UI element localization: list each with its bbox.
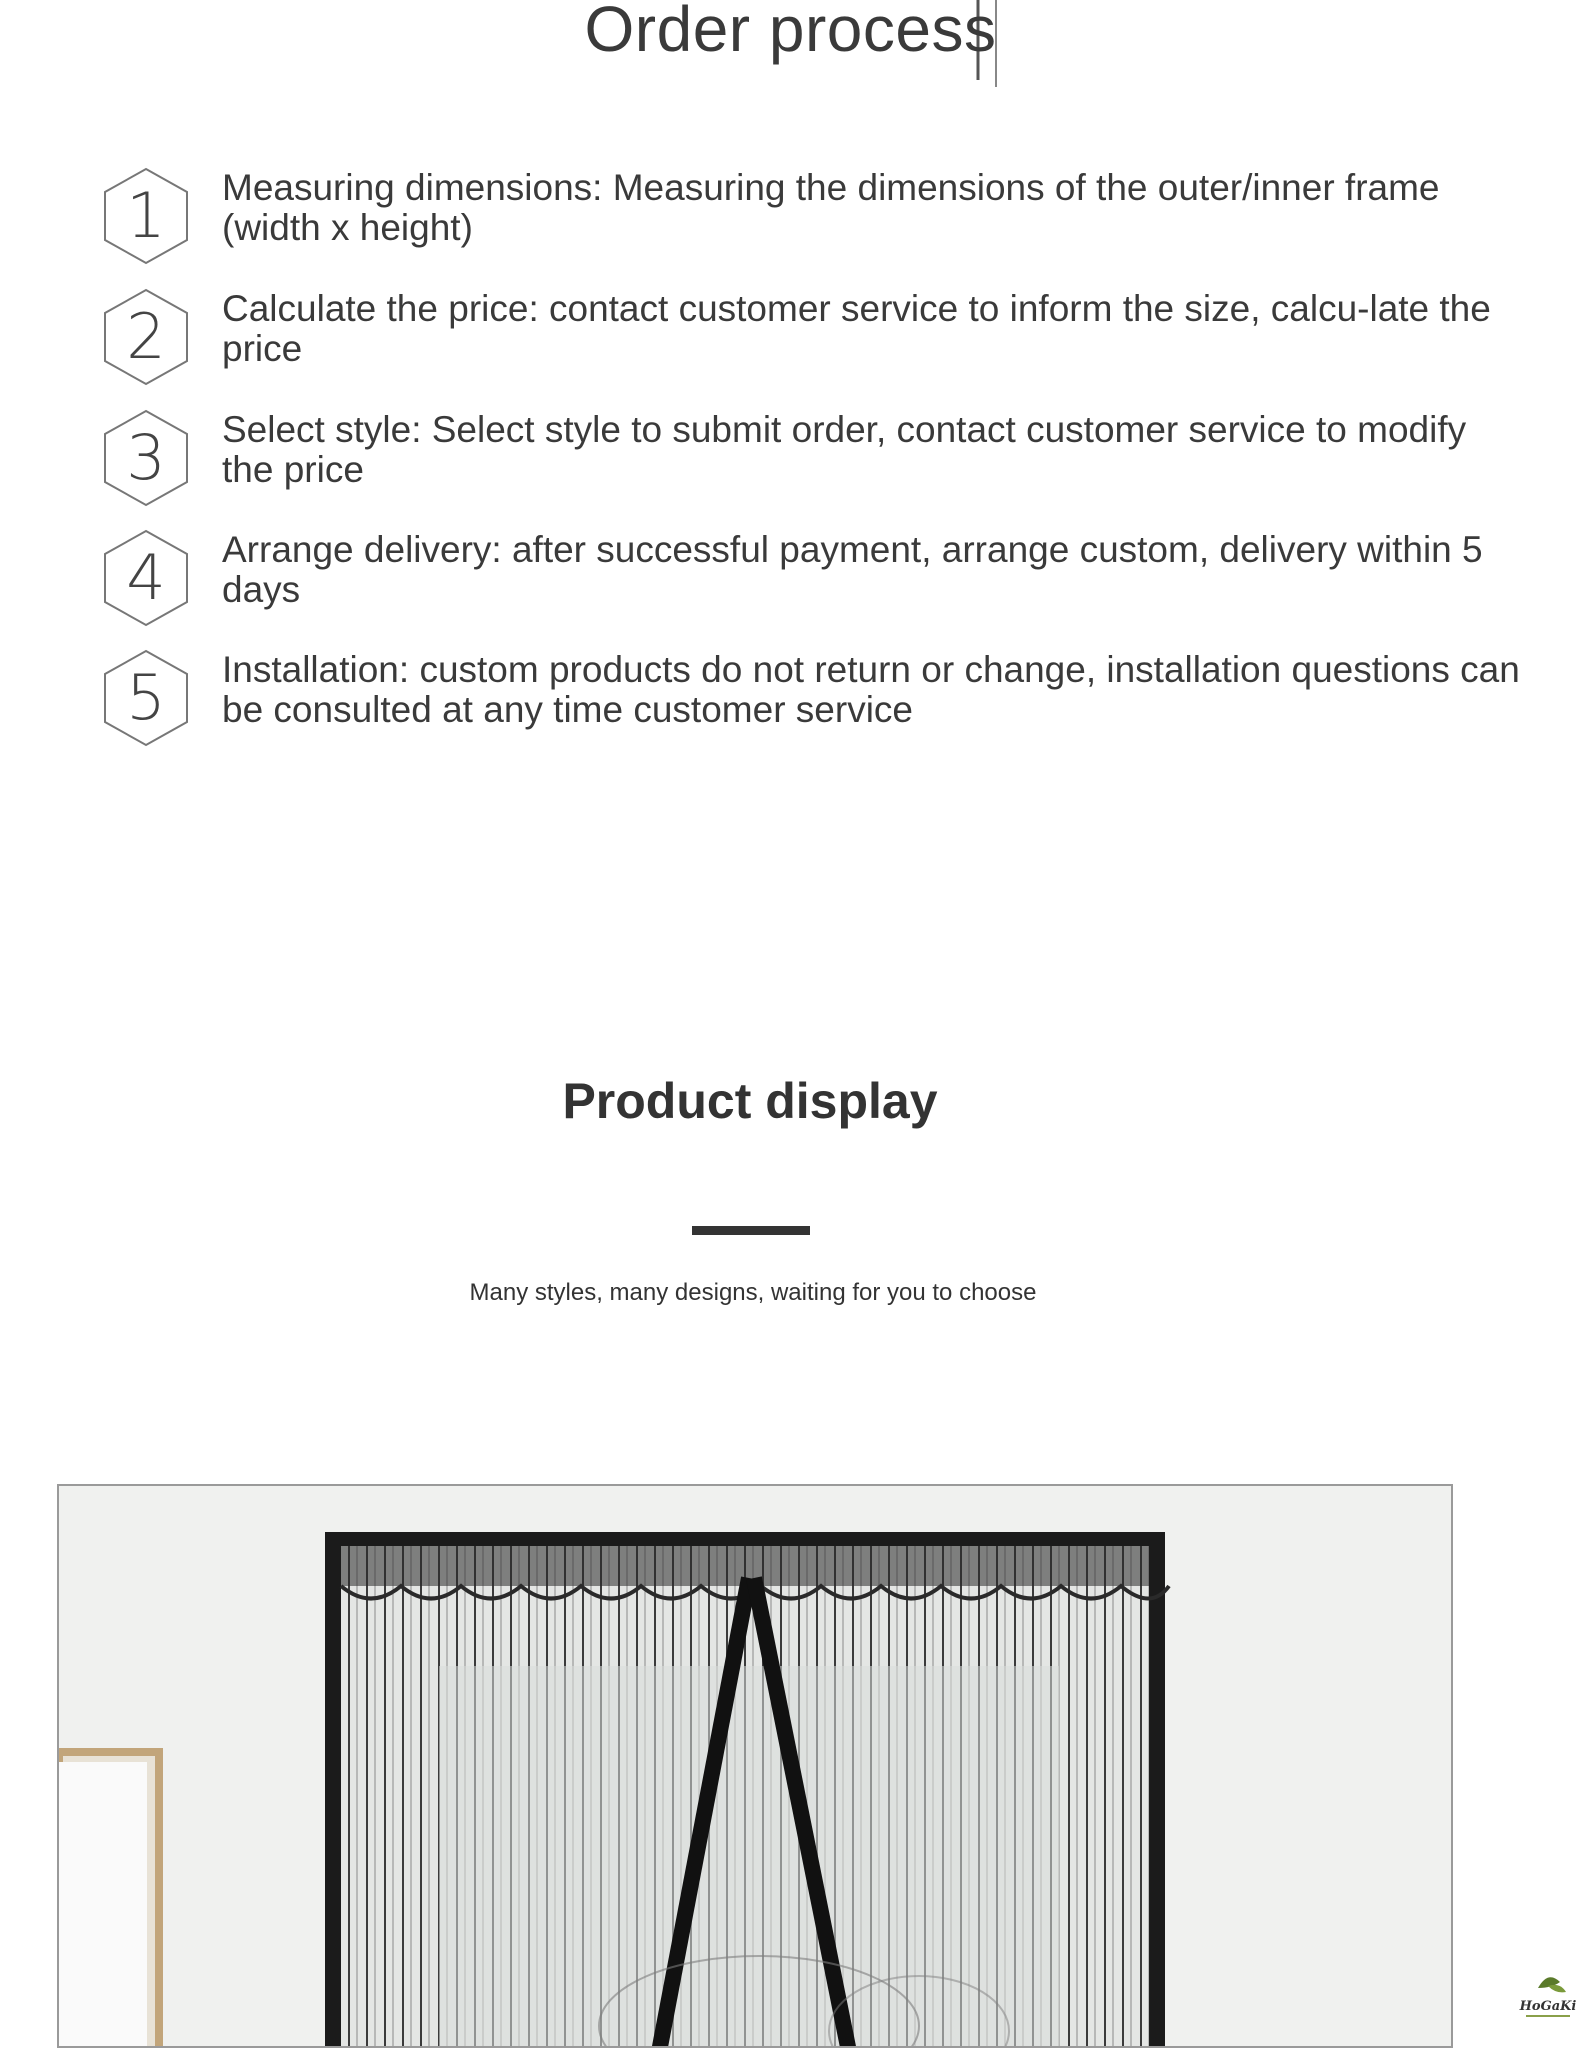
- hexagon-number-icon: [100, 166, 192, 266]
- step-text: Measuring dimensions: Measuring the dimensions of the outer/inner frame (width x height): [222, 167, 1440, 248]
- step-text: Arrange delivery: after successful payment, arrange custom, delivery within 5 days: [222, 529, 1483, 610]
- brand-logo-watermark: [1518, 1966, 1578, 2023]
- title-underline-divider: [692, 1226, 810, 1235]
- product-photo-magnetic-screen-door: [57, 1484, 1453, 2048]
- step-text: Select style: Select style to submit order, contact customer service to modify the price: [222, 409, 1467, 490]
- step-number: 5: [126, 661, 166, 734]
- hexagon-number-icon: [100, 287, 192, 387]
- step-number: 3: [126, 421, 166, 494]
- step-1: [100, 166, 1480, 276]
- hexagon-number-icon: [100, 648, 192, 748]
- step-2: [100, 287, 1491, 397]
- product-display-title: Product display: [562, 1073, 938, 1129]
- step-text: Installation: custom products do not return or change, installation questions can be consulted at any time customer service: [222, 649, 1520, 730]
- hexagon-number-icon: [100, 528, 192, 628]
- step-number: 2: [126, 300, 166, 373]
- step-number: 4: [126, 541, 166, 614]
- brand-logo-text: HoGaKi: [1519, 1999, 1577, 2014]
- step-4: [100, 528, 1483, 638]
- step-number: 1: [126, 179, 166, 252]
- hexagon-number-icon: [100, 408, 192, 508]
- step-3: [100, 408, 1480, 518]
- step-5: [100, 648, 1520, 758]
- order-process-title: Order process: [584, 0, 997, 65]
- product-display-subtitle: Many styles, many designs, waiting for you to choose: [469, 1279, 1037, 1306]
- step-text: Calculate the price: contact customer service to inform the size, calcu-late the price: [222, 288, 1491, 369]
